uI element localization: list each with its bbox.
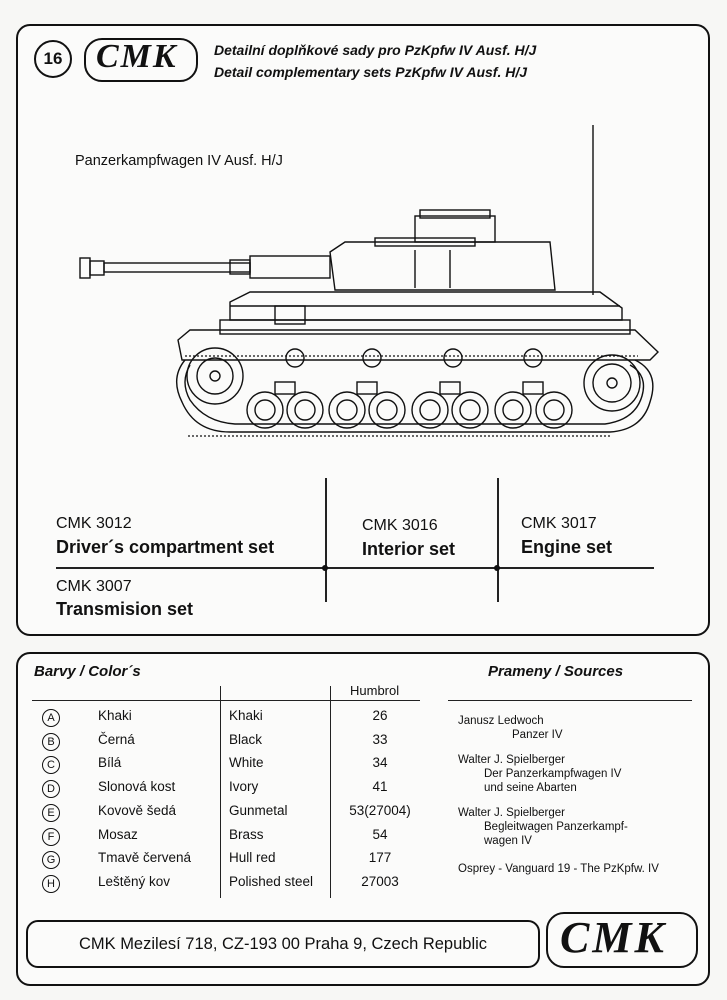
footer-cmk-logo bbox=[546, 912, 698, 968]
set-code: CMK 3016 bbox=[362, 517, 438, 534]
humbrol-number: 177 bbox=[368, 850, 392, 865]
title-english: Detail complementary sets PzKpfw IV Ausf. H/J bbox=[214, 64, 528, 80]
color-letter-marker: D bbox=[42, 780, 60, 798]
colors-col-divider-2 bbox=[330, 686, 331, 898]
color-name-czech: Khaki bbox=[98, 708, 132, 723]
page-number-badge: 16 bbox=[34, 40, 72, 78]
color-name-english: White bbox=[229, 755, 264, 770]
source-author: Walter J. Spielberger bbox=[458, 754, 565, 766]
color-letter-marker: E bbox=[42, 804, 60, 822]
source-title: wagen IV bbox=[484, 835, 532, 847]
color-letter-marker: H bbox=[42, 875, 60, 893]
divider-vertical-right bbox=[497, 478, 499, 602]
humbrol-number: 54 bbox=[372, 827, 388, 842]
set-name: Transmision set bbox=[56, 599, 194, 619]
color-name-czech: Tmavě červená bbox=[98, 850, 192, 865]
humbrol-number: 53(27004) bbox=[349, 803, 411, 818]
color-letter-marker: C bbox=[42, 756, 60, 774]
logo-text: CMK bbox=[96, 38, 178, 75]
divider-vertical-left bbox=[325, 478, 327, 602]
set-code: CMK 3007 bbox=[56, 578, 132, 595]
divider-node-left bbox=[322, 565, 328, 571]
color-name-english: Brass bbox=[229, 827, 264, 842]
set-code: CMK 3012 bbox=[56, 515, 132, 532]
source-title: Der Panzerkampfwagen IV bbox=[484, 768, 622, 780]
set-name: Interior set bbox=[362, 539, 456, 559]
color-letter-marker: A bbox=[42, 709, 60, 727]
set-name: Driver´s compartment set bbox=[56, 537, 275, 557]
color-name-czech: Černá bbox=[98, 732, 135, 747]
color-name-english: Polished steel bbox=[229, 874, 314, 889]
source-title: und seine Abarten bbox=[484, 782, 577, 794]
humbrol-number: 41 bbox=[372, 779, 388, 794]
humbrol-header: Humbrol bbox=[350, 683, 400, 698]
color-name-english: Hull red bbox=[229, 850, 276, 865]
color-name-english: Black bbox=[229, 732, 263, 747]
cmk-logo bbox=[84, 38, 198, 82]
color-name-czech: Slonová kost bbox=[98, 779, 176, 794]
title-czech: Detailní doplňkové sady pro PzKpfw IV Ausf. H/J bbox=[214, 42, 537, 58]
humbrol-number: 27003 bbox=[361, 874, 399, 889]
humbrol-number: 34 bbox=[372, 755, 388, 770]
set-name: Engine set bbox=[521, 537, 613, 557]
color-name-english: Ivory bbox=[229, 779, 259, 794]
source-author: Janusz Ledwoch bbox=[458, 715, 544, 727]
color-name-english: Khaki bbox=[229, 708, 263, 723]
color-name-english: Gunmetal bbox=[229, 803, 288, 818]
color-name-czech: Kovově šedá bbox=[98, 803, 177, 818]
divider-horizontal bbox=[56, 567, 654, 569]
source-author: Walter J. Spielberger bbox=[458, 807, 565, 819]
tank-drawing bbox=[70, 120, 670, 440]
source-title: Panzer IV bbox=[512, 729, 563, 741]
humbrol-number: 33 bbox=[372, 732, 388, 747]
color-name-czech: Mosaz bbox=[98, 827, 138, 842]
sources-header-rule bbox=[448, 700, 692, 701]
tank-caption: Panzerkampfwagen IV Ausf. H/J bbox=[75, 153, 283, 169]
source-author: Osprey - Vanguard 19 - The PzKpfw. IV bbox=[458, 863, 659, 875]
color-name-czech: Leštěný kov bbox=[98, 874, 171, 889]
source-title: Begleitwagen Panzerkampf- bbox=[484, 821, 628, 833]
set-code: CMK 3017 bbox=[521, 515, 597, 532]
colors-header-rule bbox=[32, 700, 420, 701]
sources-heading: Prameny / Sources bbox=[488, 663, 624, 680]
humbrol-number: 26 bbox=[372, 708, 388, 723]
color-name-czech: Bílá bbox=[98, 755, 122, 770]
divider-node-right bbox=[494, 565, 500, 571]
color-letter-marker: B bbox=[42, 733, 60, 751]
colors-col-divider-1 bbox=[220, 686, 221, 898]
color-letter-marker: F bbox=[42, 828, 60, 846]
colors-heading: Barvy / Color´s bbox=[34, 663, 141, 680]
footer-logo-text: CMK bbox=[560, 913, 667, 962]
color-letter-marker: G bbox=[42, 851, 60, 869]
address-box: CMK Mezilesí 718, CZ-193 00 Praha 9, Czech Republic bbox=[26, 920, 540, 968]
